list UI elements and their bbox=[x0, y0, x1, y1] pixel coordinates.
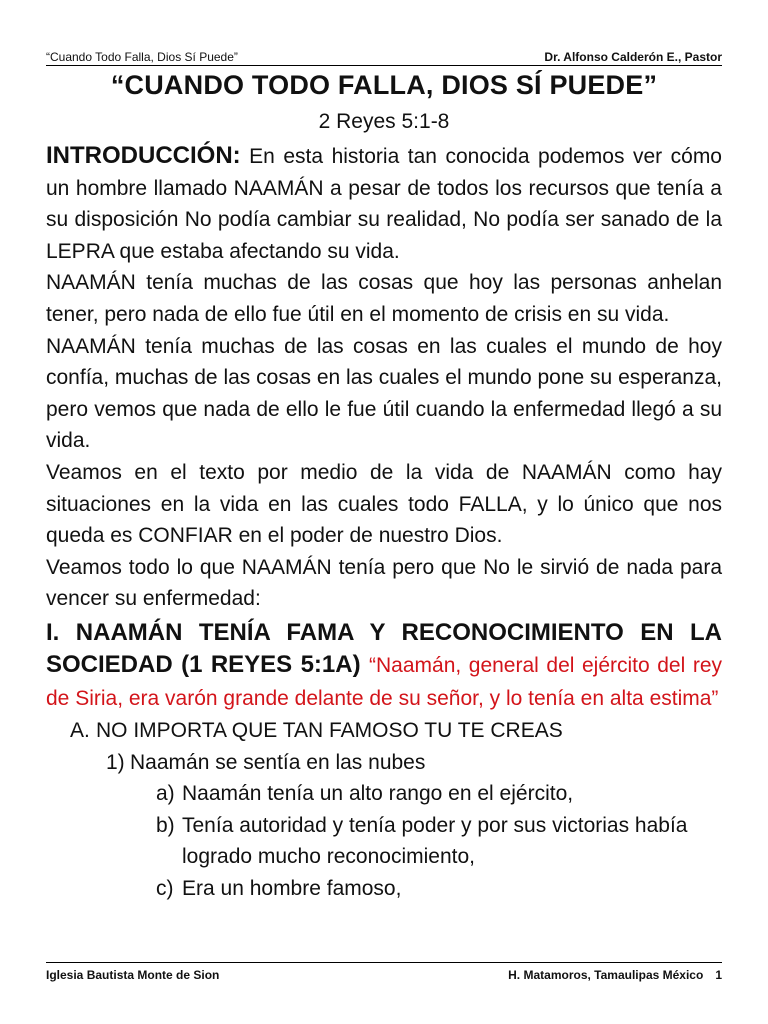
intro-paragraph bbox=[46, 140, 722, 267]
outline-point-a bbox=[70, 715, 722, 747]
document-title: “CUANDO TODO FALLA, DIOS SÍ PUEDE” bbox=[110, 70, 658, 100]
scripture-reference: 2 Reyes 5:1-8 bbox=[318, 110, 450, 133]
outline-label: A. bbox=[70, 718, 90, 742]
page-number: 1 bbox=[715, 968, 722, 982]
outline-label: 1) bbox=[106, 750, 125, 774]
outline-text: Era un hombre famoso, bbox=[182, 876, 402, 900]
paragraph-1: NAAMÁN tenía muchas de las cosas que hoy las personas anhelan tener, pero nada de ello fue útil en el momento de crisis en su vida. bbox=[46, 271, 722, 326]
outline-text: Naamán se sentía en las nubes bbox=[130, 750, 426, 774]
intro-label: INTRODUCCIÓN: bbox=[46, 142, 241, 169]
footer-church: Iglesia Bautista Monte de Sion bbox=[46, 968, 220, 982]
footer-right bbox=[496, 968, 722, 982]
paragraph-3: Veamos en el texto por medio de la vida de NAAMÁN como hay situaciones en la vida en las cuales todo FALLA, y lo único que nos queda es CONFIAR en el poder de nuestro Dios. bbox=[46, 460, 722, 548]
outline-subpoint bbox=[156, 873, 722, 905]
footer-location: H. Matamoros, Tamaulipas México bbox=[508, 968, 704, 982]
page-header bbox=[46, 44, 722, 66]
paragraph-2: NAAMÁN tenía muchas de las cosas en las cuales el mundo de hoy confía, muchas de las cosas en las cuales el mundo pone su esperanza, pero vemos que nada de ello le fue útil cuando la enfermedad llegó a su vida. bbox=[46, 334, 722, 453]
outline-label: b) bbox=[156, 813, 175, 837]
outline-text: Tenía autoridad y tenía poder y por sus victorias había logrado mucho reconocimiento, bbox=[182, 813, 688, 869]
section-heading bbox=[46, 617, 722, 715]
outline-label: a) bbox=[156, 782, 175, 806]
intro-text: En esta historia tan conocida podemos ver cómo un hombre llamado NAAMÁN a pesar de todos los recursos que tenía a su disposición No podía cambiar su realidad, No podía ser sanado de la LEPRA que estaba afectando su vida. bbox=[46, 145, 722, 263]
outline-subpoint bbox=[156, 778, 722, 810]
document-body bbox=[46, 140, 722, 904]
section-quote: “Naamán, general del ejército del rey de Siria, era varón grande delante de su señor, y lo tenía en alta estima” bbox=[46, 653, 722, 710]
paragraph-4: Veamos todo lo que NAAMÁN tenía pero que No le sirvió de nada para vencer su enfermedad: bbox=[46, 555, 722, 611]
outline-subpoint bbox=[156, 810, 722, 873]
outline-text: NO IMPORTA QUE TAN FAMOSO TU TE CREAS bbox=[96, 718, 563, 742]
outline-label: c) bbox=[156, 876, 174, 900]
section-title: I. NAAMÁN TENÍA FAMA Y RECONOCIMIENTO EN LA SOCIEDAD (1 REYES 5:1A) bbox=[46, 618, 722, 678]
page-footer bbox=[46, 962, 722, 982]
outline-text: Naamán tenía un alto rango en el ejército, bbox=[182, 782, 574, 806]
outline-point-1 bbox=[106, 747, 722, 779]
header-author: Dr. Alfonso Calderón E., Pastor bbox=[544, 50, 722, 64]
header-title: “Cuando Todo Falla, Dios Sí Puede” bbox=[46, 50, 238, 64]
